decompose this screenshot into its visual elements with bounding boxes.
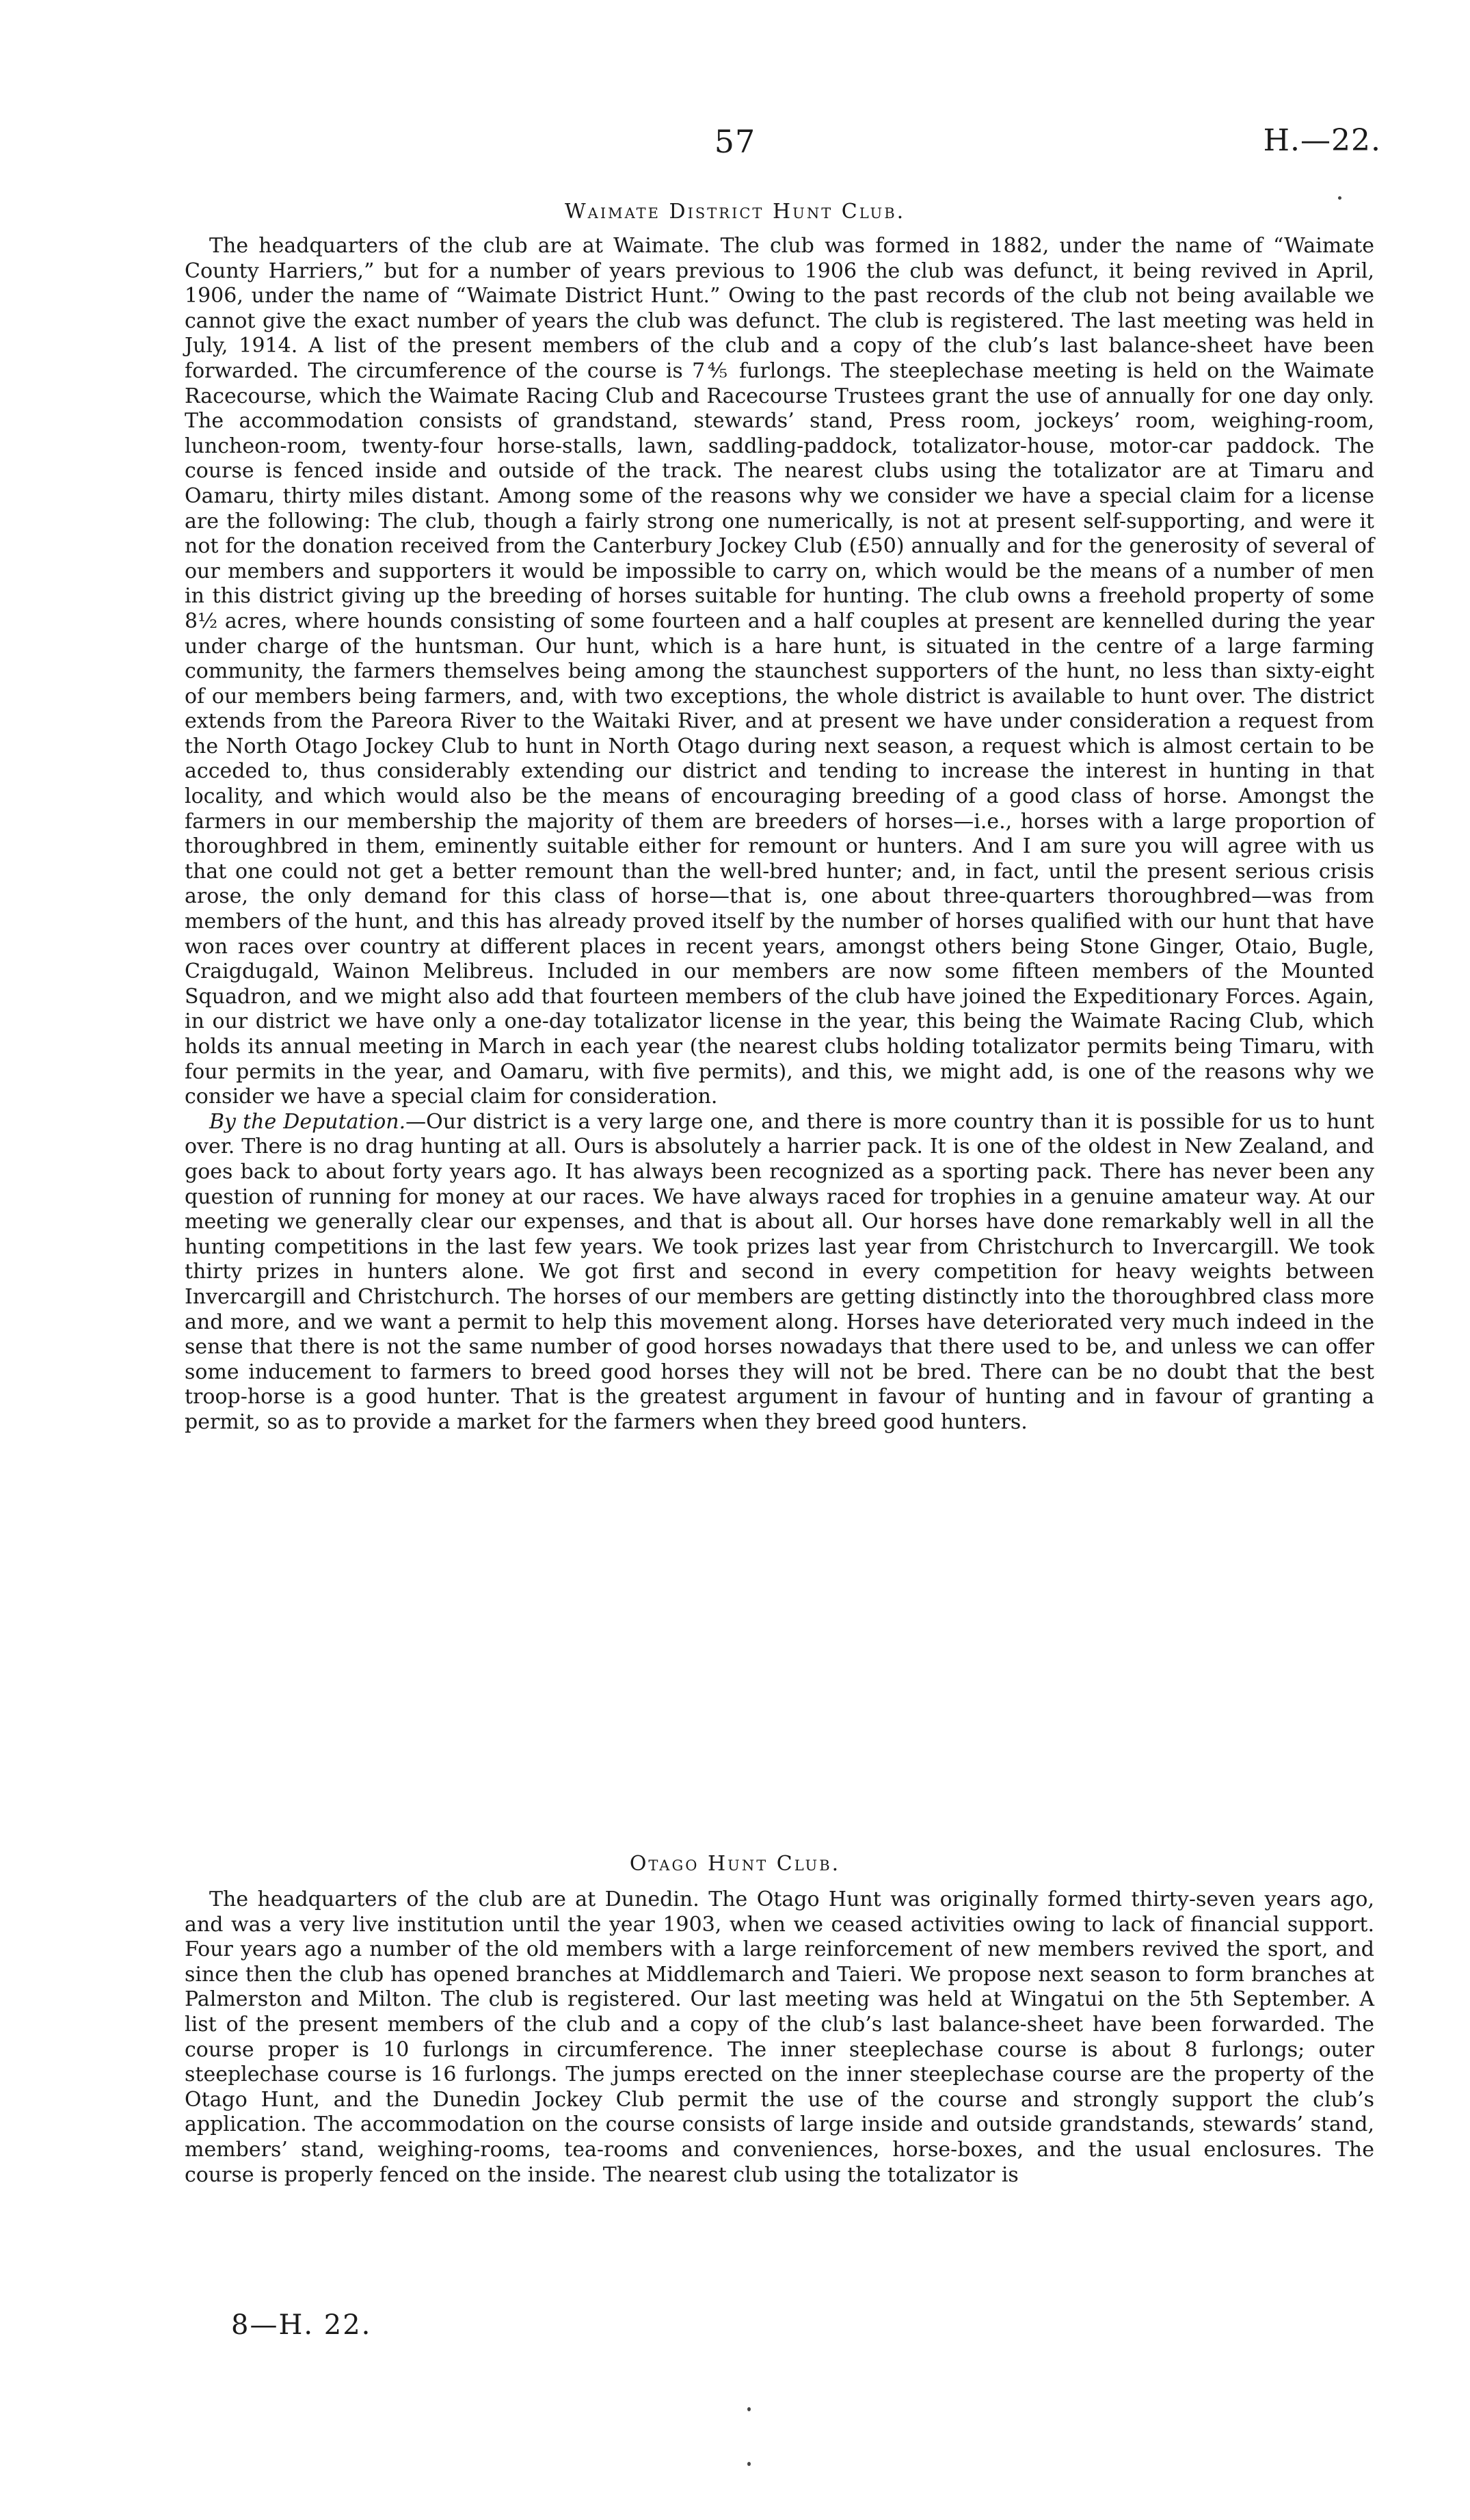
- deputation-label: By the Deputation.: [209, 1109, 406, 1134]
- scan-speck: [747, 2407, 751, 2411]
- page-number: 57: [714, 123, 756, 160]
- footer-signature-reference: 8—H. 22.: [231, 2309, 372, 2341]
- section-title-waimate: Waimate District Hunt Club.: [564, 200, 906, 224]
- deputation-paragraph: [185, 1110, 1374, 1435]
- waimate-paragraph: The headquarters of the club are at Waimate. The club was formed in 1882, under the name of “Waimate County Harriers,” but for a number of years previous to 1906 the club was defunct, it being revived in April, 1906, under the name of “Waimate District Hunt.” Owing to the past records of the club not being available we cannot give the exact number of years the club was defunct. The club is registered. The last meeting was held in July, 1914. A list of the present members of the club and a copy of the club’s last balance-sheet have been forwarded. The circumference of the course is 7⅘ furlongs. The steeplechase meeting is held on the Waimate Racecourse, which the Waimate Racing Club and Racecourse Trustees grant the use of annually for one day only. The accommodation consists of grandstand, stewards’ stand, Press room, jockeys’ room, weighing-room, luncheon-room, twenty-four horse-stalls, lawn, saddling-paddock, totalizator-house, motor-car paddock. The course is fenced inside and outside of the track. The nearest clubs using the totalizator are at Timaru and Oamaru, thirty miles distant. Among some of the reasons why we consider we have a special claim for a license are the following: The club, though a fairly strong one numerically, is not at present self-supporting, and were it not for the donation received from the Canterbury Jockey Club (£50) annually and for the generosity of several of our members and supporters it would be impossible to carry on, which would be the means of a number of men in this district giving up the breeding of horses suitable for hunting. The club owns a freehold property of some 8½ acres, where hounds consisting of some fourteen and a half couples at present are kennelled during the year under charge of the huntsman. Our hunt, which is a hare hunt, is situated in the centre of a large farming community, the farmers themselves being among the staunchest supporters of the hunt, no less than sixty-eight of our members being farmers, and, with two exceptions, the whole district is available to hunt over. The district extends from the Pareora River to the Waitaki River, and at present we have under consideration a request from the North Otago Jockey Club to hunt in North Otago during next season, a request which is almost certain to be acceded to, thus considerably extending our district and tending to increase the interest in hunting in that locality, and which would also be the means of encouraging breeding of a good class of horse. Amongst the farmers in our membership the majority of them are breeders of horses—i.e., horses with a large proportion of thoroughbred in them, eminently suitable either for remount or hunters. And I am sure you will agree with us that one could not get a better remount than the well-bred hunter; and, in fact, until the present serious crisis arose, the only demand for this class of horse—that is, one about three-quarters thoroughbred—was from members of the hunt, and this has already proved itself by the number of horses qualified with our hunt that have won races over country at different places in recent years, amongst others being Stone Ginger, Otaio, Bugle, Craigdugald, Wainon Melibreus. Included in our members are now some fifteen members of the Mounted Squadron, and we might also add that fourteen members of the club have joined the Expeditionary Forces. Again, in our district we have only a one-day totalizator license in the year, this being the Waimate Racing Club, which holds its annual meeting in March in each year (the nearest clubs holding totalizator permits being Timaru, with four permits in the year, and Oamaru, with five permits), and this, we might add, is one of the reasons why we consider we have a special claim for consideration.: [185, 234, 1374, 1109]
- otago-body: [185, 1887, 1374, 2188]
- scan-speck: [747, 2462, 751, 2466]
- waimate-body: [185, 234, 1374, 1435]
- scan-speck: [1338, 196, 1341, 200]
- deputation-text: —Our district is a very large one, and there is more country than it is possible for us to hunt over. There is no drag hunting at all. Ours is absolutely a harrier pack. It is one of the oldest in New Zealand, and goes back to about forty years ago. It has always been recognized as a sporting pack. There has never been any question of running for money at our races. We have always raced for trophies in a genuine amateur way. At our meeting we generally clear our expenses, and that is about all. Our horses have done remarkably well in all the hunting competitions in the last few years. We took prizes last year from Christchurch to Invercargill. We took thirty prizes in hunters alone. We got first and second in every competition for heavy weights between Invercargill and Christchurch. The horses of our members are getting distinctly into the thoroughbred class more and more, and we want a permit to help this movement along. Horses have deteriorated very much indeed in the sense that there is not the same number of good horses nowadays that there used to be, and unless we can offer some inducement to farmers to breed good horses they will not be bred. There can be no doubt that the best troop-horse is a good hunter. That is the greatest argument in favour of hunting and in favour of granting a permit, so as to provide a market for the farmers when they breed good hunters.: [185, 1109, 1374, 1434]
- otago-paragraph: The headquarters of the club are at Dunedin. The Otago Hunt was originally formed thirty-seven years ago, and was a very live institution until the year 1903, when we ceased activities owing to lack of financial support. Four years ago a number of the old members with a large reinforcement of new members revived the sport, and since then the club has opened branches at Middlemarch and Taieri. We propose next season to form branches at Palmerston and Milton. The club is registered. Our last meeting was held at Wingatui on the 5th September. A list of the present members of the club and a copy of the club’s last balance-sheet have been forwarded. The course proper is 10 furlongs in circumference. The inner steeplechase course is about 8 furlongs; outer steeplechase course is 16 furlongs. The jumps erected on the inner steeplechase course are the property of the Otago Hunt, and the Dunedin Jockey Club permit the use of the course and strongly support the club’s application. The accommodation on the course consists of large inside and outside grandstands, stewards’ stand, members’ stand, weighing-rooms, tea-rooms and conveniences, horse-boxes, and the usual enclosures. The course is properly fenced on the inside. The nearest club using the totalizator is: [185, 1887, 1374, 2187]
- report-reference: H.—22.: [1263, 123, 1381, 158]
- section-title-otago: Otago Hunt Club.: [629, 1852, 841, 1876]
